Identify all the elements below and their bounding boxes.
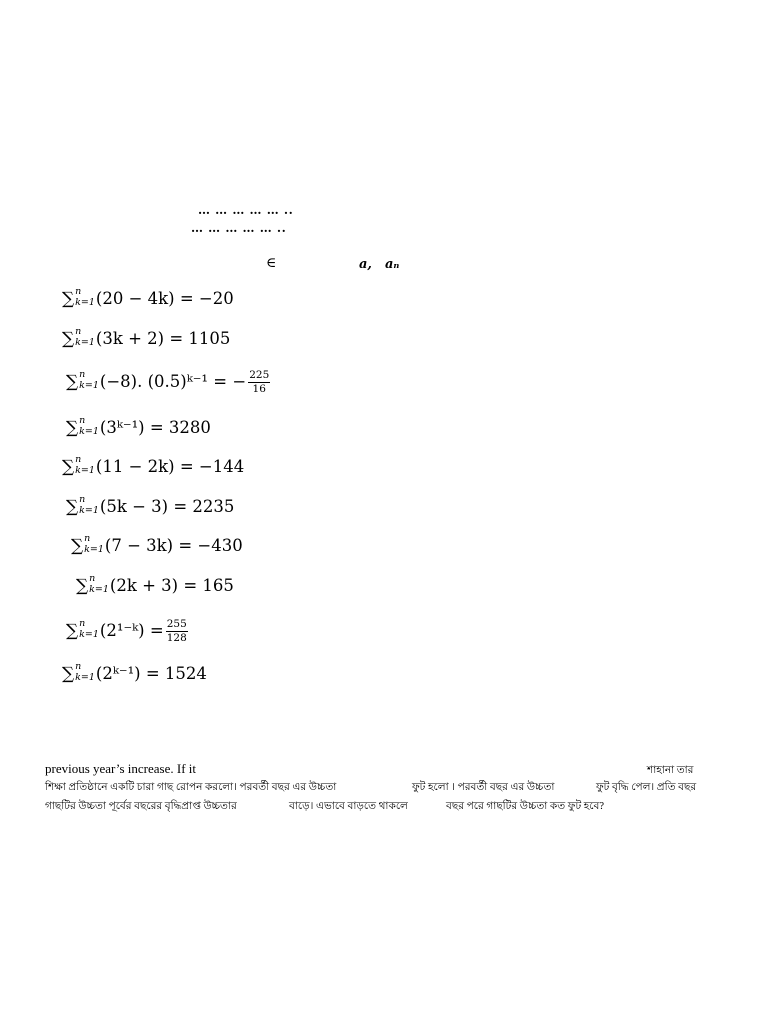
sum-symbol: ∑ n k=1	[62, 286, 95, 309]
dotted-blank-1: … … … … … ..	[198, 203, 294, 217]
equation-9	[66, 619, 188, 644]
term-a-n: aₙ	[385, 257, 400, 272]
sum-symbol: ∑ n k=1	[62, 454, 95, 477]
sum-symbol: ∑ n k=1	[62, 326, 95, 349]
equation-body: (7 − 3k) = −430	[104, 536, 243, 556]
equation-body: (3k + 2) = 1105	[95, 329, 231, 349]
equation-4	[66, 415, 211, 438]
element-of-symbol: ∈	[266, 255, 277, 271]
equation-body: (2k + 3) = 165	[109, 576, 234, 596]
equation-1	[62, 286, 234, 309]
sum-symbol: ∑ n k=1	[66, 415, 99, 438]
equation-body: (2¹⁻ᵏ) =	[99, 621, 164, 641]
term-a: a,	[359, 257, 372, 272]
english-fragment: previous year’s increase. If it	[45, 761, 197, 776]
equation-10	[62, 661, 207, 684]
equation-6	[66, 494, 235, 517]
sum-symbol: ∑ n k=1	[66, 369, 99, 392]
sum-symbol: ∑ n k=1	[66, 618, 99, 641]
sum-symbol: ∑ n k=1	[66, 494, 99, 517]
bangla-line-3b: বাড়ে। এভাবে বাড়তে থাকলে	[289, 801, 408, 812]
equation-7	[71, 533, 243, 556]
equation-body: (20 − 4k) = −20	[95, 289, 234, 309]
equation-5	[62, 454, 245, 477]
equation-body: (5k − 3) = 2235	[99, 497, 235, 517]
sum-symbol: ∑ n k=1	[76, 573, 109, 596]
sum-symbol: ∑ n k=1	[62, 661, 95, 684]
equation-8	[76, 573, 234, 596]
sum-symbol: ∑ n k=1	[71, 533, 104, 556]
equation-3	[66, 370, 270, 395]
equation-body: (11 − 2k) = −144	[95, 457, 245, 477]
equation-body: (−8). (0.5)ᵏ⁻¹ = −	[99, 372, 247, 392]
equation-body: (3ᵏ⁻¹) = 3280	[99, 418, 211, 438]
bangla-line-2c: ফুট বৃদ্ধি পেল। প্রতি বছর	[596, 782, 697, 793]
bangla-line-3a: গাছটির উচ্চতা পূর্বের বছরের বৃদ্ধিপ্রাপ্ত উচ্চতার	[45, 801, 237, 812]
bangla-fragment: শাহানা তার	[647, 765, 694, 776]
bangla-line-2a: শিক্ষা প্রতিষ্ঠানে একটি চারা গাছ রোপন করলো। পরবর্তী বছর এর উচ্চতা	[45, 782, 337, 793]
equation-body: (2ᵏ⁻¹) = 1524	[95, 664, 207, 684]
dotted-blank-2: … … … … … ..	[191, 221, 287, 235]
equation-2	[62, 326, 231, 349]
bangla-line-3c: বছর পরে গাছটির উচ্চতা কত ফুট হবে?	[446, 801, 605, 812]
fraction: $\frac{225}{16}$	[249, 369, 270, 395]
fraction: $\frac{255}{128}$	[166, 618, 187, 644]
bangla-line-2b: ফুট হলো । পরবর্তী বছর এর উচ্চতা	[412, 782, 555, 793]
